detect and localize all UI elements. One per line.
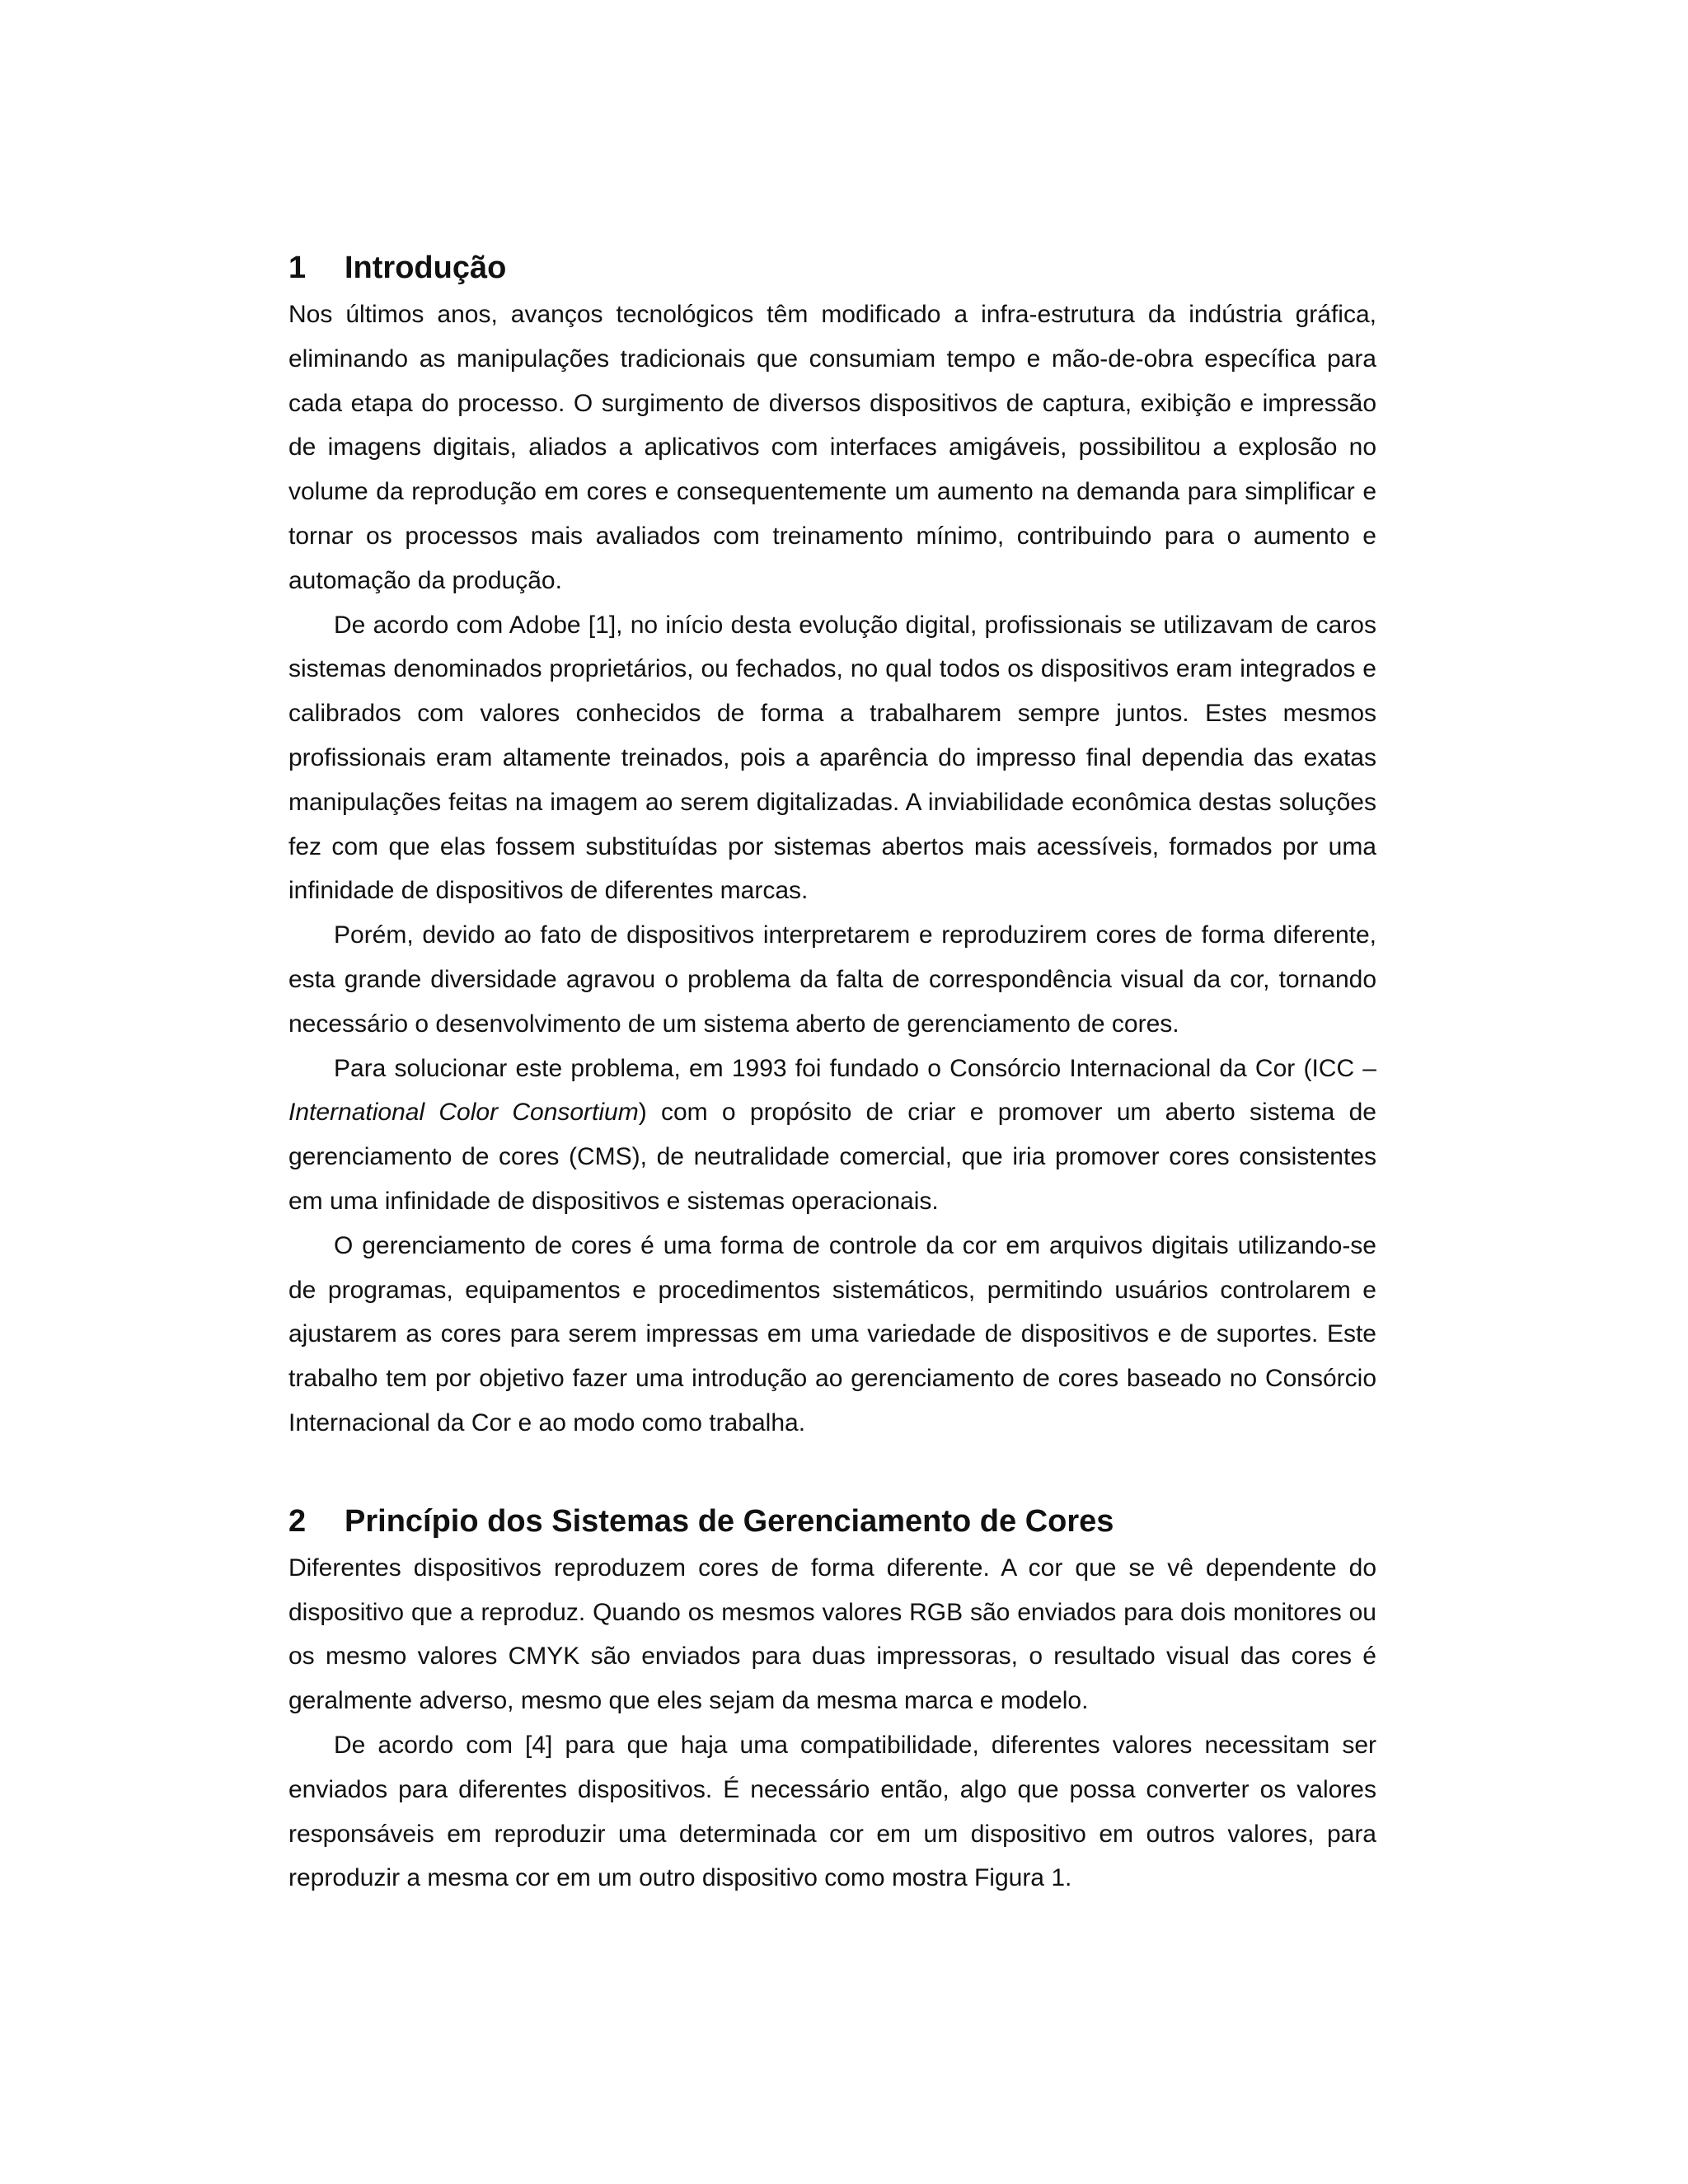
section-number: 1 <box>288 251 307 285</box>
section-heading <box>288 1497 1376 1546</box>
paragraph: O gerenciamento de cores é uma forma de controle da cor em arquivos digitais utilizando-se de programas, equipamentos e procedimentos sistemáticos, permitindo usuários controlarem e ajustarem as cores para serem impressas em uma variedade de dispositivos e de suportes. Este trabalho tem por objetivo fazer uma introdução ao gerenciamento de cores baseado no Consórcio Internacional da Cor e ao modo como trabalha. <box>288 1231 1376 1436</box>
document-page <box>288 243 1376 1900</box>
paragraph: Porém, devido ao fato de dispositivos interpretarem e reproduzirem cores de forma diferente, esta grande diversidade agravou o problema da falta de correspondência visual da cor, tornando necessário o desenvolvimento de um sistema aberto de gerenciamento de cores. <box>288 921 1376 1038</box>
section-heading <box>288 243 1376 293</box>
paragraph: Diferentes dispositivos reproduzem cores de forma diferente. A cor que se vê dependente do dispositivo que a reproduz. Quando os mesmos valores RGB são enviados para dois monitores ou os mesmo valores CMYK são enviados para duas impressoras, o resultado visual das cores é geralmente adverso, mesmo que eles sejam da mesma marca e modelo. <box>288 1554 1376 1715</box>
paragraph: De acordo com Adobe [1], no início desta evolução digital, profissionais se utilizavam de caros sistemas denominados proprietários, ou fechados, no qual todos os dispositivos eram integrados e calibrados com valores conhecidos de forma a trabalharem sempre juntos. Estes mesmos profissionais eram altamente treinados, pois a aparência do impresso final dependia das exatas manipulações feitas na imagem ao serem digitalizadas. A inviabilidade econômica destas soluções fez com que elas fossem substituídas por sistemas abertos mais acessíveis, formados por uma infinidade de dispositivos de diferentes marcas. <box>288 611 1376 905</box>
icc-italic-name: International Color Consortium <box>288 1099 639 1127</box>
section-title: Introdução <box>345 251 507 285</box>
icc-text-before: Para solucionar este problema, em 1993 foi fundado o Consórcio Internacional da Cor (ICC – <box>334 1054 1376 1082</box>
paragraph: De acordo com [4] para que haja uma compatibilidade, diferentes valores necessitam ser enviados para diferentes dispositivos. É necessário então, algo que possa converter os valores responsáveis em reproduzir uma determinada cor em um dispositivo em outros valores, para reproduzir a mesma cor em um outro dispositivo como mostra Figura 1. <box>288 1731 1376 1892</box>
section-introducao <box>288 243 1376 1446</box>
paragraph-icc <box>288 1047 1376 1224</box>
section-number: 2 <box>288 1503 307 1539</box>
section-title: Princípio dos Sistemas de Gerenciamento de Cores <box>345 1503 1114 1539</box>
paragraph: Nos últimos anos, avanços tecnológicos têm modificado a infra-estrutura da indústria gráfica, eliminando as manipulações tradicionais que consumiam tempo e mão-de-obra específica para cada etapa do processo. O surgimento de diversos dispositivos de captura, exibição e impressão de imagens digitais, aliados a aplicativos com interfaces amigáveis, possibilitou a explosão no volume da reprodução em cores e consequentemente um aumento na demanda para simplificar e tornar os processos mais avaliados com treinamento mínimo, contribuindo para o aumento e automação da produção. <box>288 301 1376 594</box>
section-principio <box>288 1497 1376 1900</box>
icc-text-after: ) com o propósito de criar e promover um aberto sistema de gerenciamento de cores (CMS), de neutralidade comercial, que iria promover cores consistentes em uma infinidade de dispositivos e sistemas operacionais. <box>288 1099 1376 1215</box>
